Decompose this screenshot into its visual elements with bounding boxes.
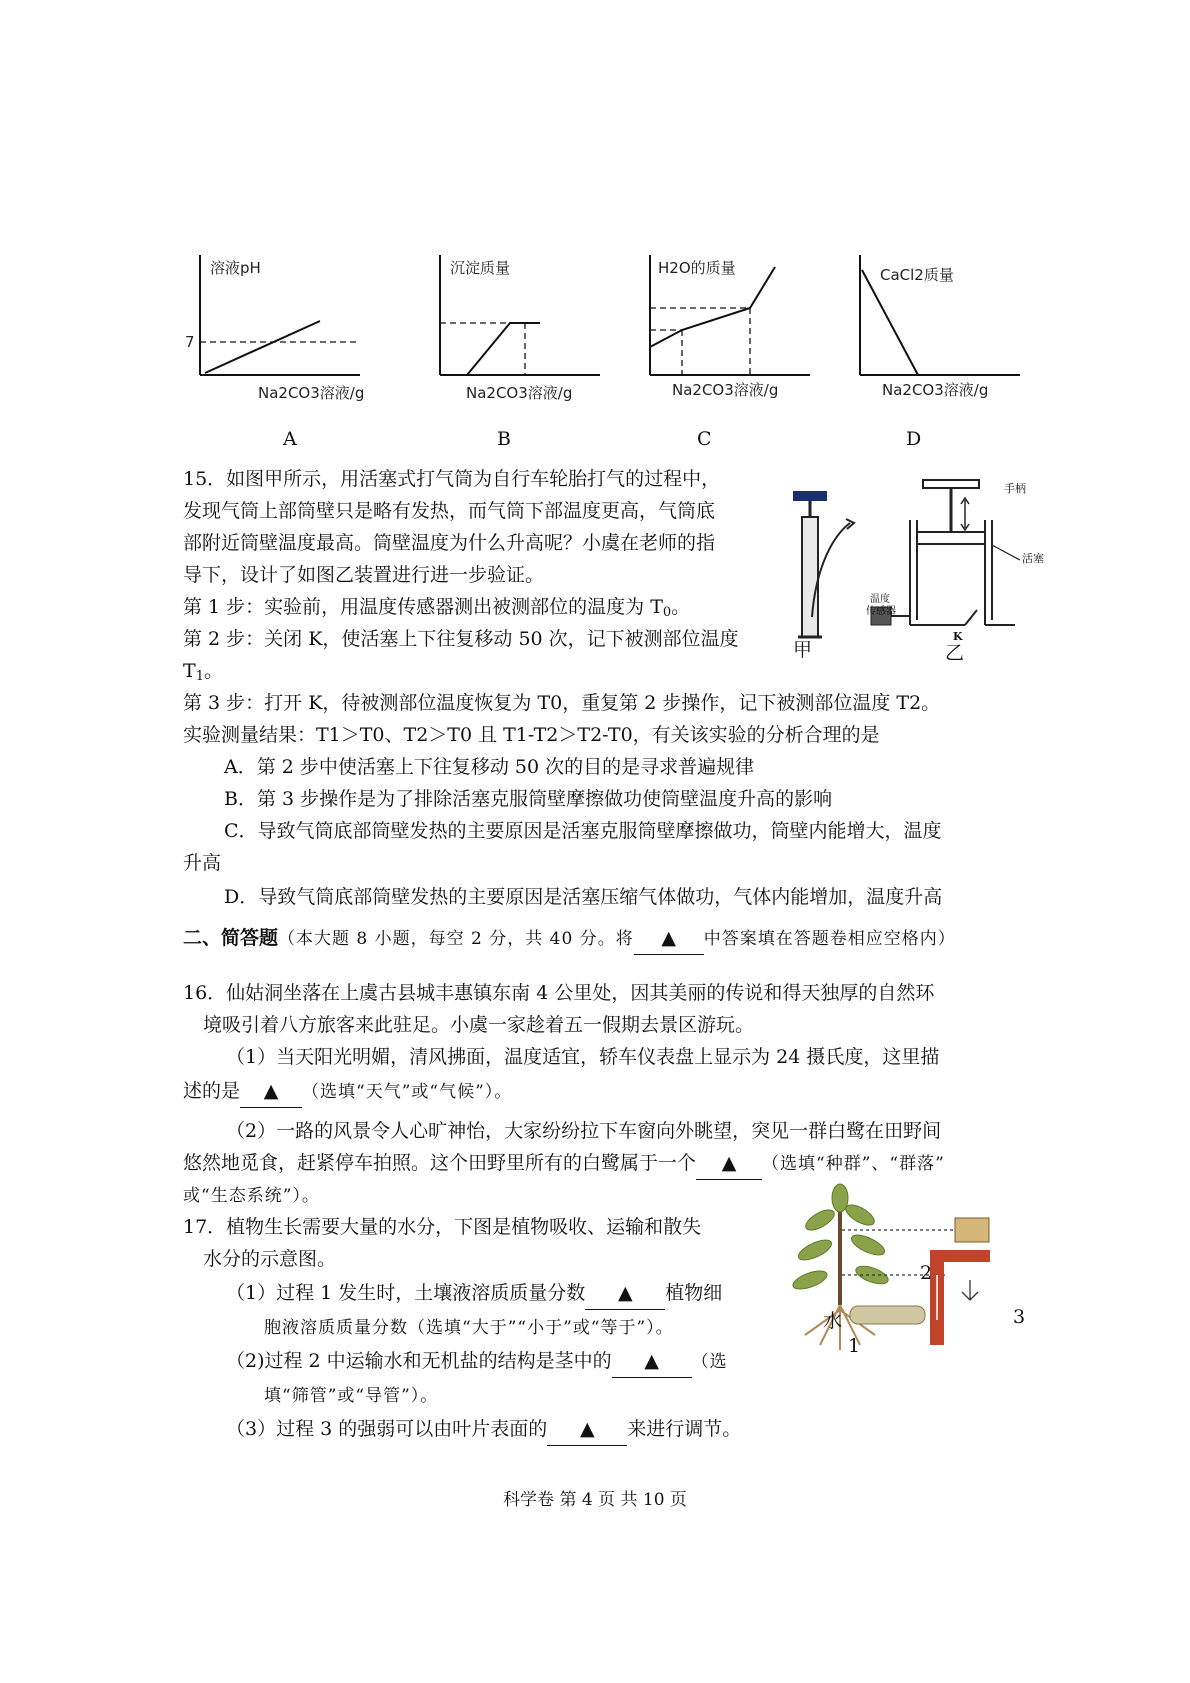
q15-option-d: D．导致气筒底部筒壁发热的主要原因是活塞压缩气体做功，气体内能增加，温度升高	[224, 886, 943, 908]
plant-leaf-cells	[955, 1218, 989, 1242]
pump-barrel	[802, 517, 818, 637]
q17-answer-blank-1[interactable]: ▲	[585, 1277, 665, 1310]
graph-c	[640, 255, 820, 405]
graph-b-ylabel: 沉淀质量	[450, 259, 511, 277]
setup-valve-k	[965, 610, 977, 625]
q16-line-1: 16．仙姑洞坐落在上虞古县城丰惠镇东南 4 公里处，因其美丽的传说和得天独厚的自然环	[183, 982, 935, 1004]
graph-d-ylabel: CaCl2质量	[880, 266, 954, 284]
label-sensor-2: 传感器	[866, 606, 896, 617]
graph-a-tick: 7	[185, 333, 195, 351]
graph-b	[430, 255, 610, 405]
setup-piston	[917, 532, 985, 544]
graph-b-letter: B	[497, 428, 511, 450]
label-piston: 活塞	[1022, 552, 1044, 565]
graph-a-letter: A	[283, 428, 297, 450]
q17-part-3: （3）过程 3 的强弱可以由叶片表面的 ▲ 来进行调节。	[226, 1413, 741, 1446]
label-sensor-1: 温度	[870, 594, 890, 605]
graph-d-letter: D	[906, 428, 922, 450]
pump-figure-jia	[790, 485, 860, 660]
q16-part-2b: 悠然地觅食，赶紧停车拍照。这个田野里所有的白鹭属于一个 ▲ （选填“种群”、“群落”	[183, 1147, 945, 1180]
graph-b-series-line	[467, 323, 540, 375]
fig-yi-label: 乙	[945, 642, 965, 664]
graph-d-xlabel: Na2CO3溶液/g	[882, 381, 989, 399]
graph-d-series-line	[862, 270, 918, 375]
graph-a-ylabel: 溶液pH	[210, 259, 261, 277]
q15-line-4: 导下，设计了如图乙装置进行进一步验证。	[183, 564, 545, 586]
label-valve-k: K	[953, 630, 963, 643]
q16-answer-blank-2[interactable]: ▲	[696, 1147, 762, 1180]
q15-line-1: 15．如图甲所示，用活塞式打气筒为自行车轮胎打气的过程中，	[183, 468, 721, 490]
q15-step-3: 第 3 步：打开 K，待被测部位温度恢复为 T0，重复第 2 步操作，记下被测部位温度 T2。	[183, 692, 941, 714]
fig-water-label: 水	[823, 1310, 843, 1332]
q16-part-2a: （2）一路的风景令人心旷神怡，大家纷纷拉下车窗向外眺望，突见一群白鹭在田野间	[226, 1120, 942, 1142]
fig-process-1: 1	[848, 1335, 861, 1357]
fig-jia-label: 甲	[793, 639, 813, 661]
setup-handle	[923, 480, 979, 488]
q15-line-2: 发现气筒上部筒壁只是略有发热，而气筒下部温度更高，气筒底	[183, 500, 716, 522]
page-footer: 科学卷 第 4 页 共 10 页	[503, 1490, 687, 1510]
q17-part-1a: （1）过程 1 发生时，土壤液溶质质量分数 ▲ 植物细	[226, 1277, 722, 1310]
q15-option-c-cont: 升高	[183, 852, 222, 874]
graph-c-letter: C	[697, 428, 712, 450]
q17-part-1c: 胞液溶质质量分数（选填“大于”“小于”或“等于”）。	[264, 1318, 674, 1338]
fig-process-3: 3	[1013, 1306, 1026, 1328]
q17-line-2: 水分的示意图。	[203, 1248, 337, 1270]
q15-step-2: 第 2 步：关闭 K，使活塞上下往复移动 50 次，记下被测部位温度	[183, 628, 739, 650]
q17-part-2c: 填“筛管”或“导管”）。	[264, 1386, 439, 1406]
transpiration-arrow	[962, 1280, 978, 1300]
q16-line-2: 境吸引着八方旅客来此驻足。小虞一家趁着五一假期去景区游玩。	[203, 1014, 755, 1036]
q15-line-3: 部附近筒壁温度最高。筒壁温度为什么升高呢？小虞在老师的指	[183, 532, 716, 554]
graph-a-series-line	[205, 321, 320, 373]
graph-b-xlabel: Na2CO3溶液/g	[466, 384, 573, 402]
graph-c-xlabel: Na2CO3溶液/g	[672, 381, 779, 399]
pump-handle	[793, 491, 827, 501]
graph-a	[185, 255, 370, 405]
q15-step-1: 第 1 步：实验前，用温度传感器测出被测部位的温度为 $T_0$。	[183, 596, 691, 620]
q16-part-1a: （1）当天阳光明媚，清风拂面，温度适宜，轿车仪表盘上显示为 24 摄氏度，这里描	[226, 1046, 940, 1068]
q17-answer-blank-2[interactable]: ▲	[612, 1345, 692, 1378]
q17-answer-blank-3[interactable]: ▲	[547, 1413, 627, 1446]
q17-line-1: 17．植物生长需要大量的水分，下图是植物吸收、运输和散失	[183, 1216, 702, 1238]
q15-option-a: A．第 2 步中使活塞上下往复移动 50 次的目的是寻求普遍规律	[224, 756, 755, 778]
graph-c-ylabel: H2O的质量	[658, 259, 736, 277]
q16-part-1b: 述的是 ▲ （选填“天气”或“气候”）。	[183, 1075, 512, 1108]
graph-d	[850, 255, 1030, 405]
q15-result: 实验测量结果：T1＞T0、T2＞T0 且 T1-T2＞T2-T0，有关该实验的分析合理的是	[183, 724, 880, 746]
plant-root-hair	[850, 1306, 925, 1324]
graph-c-series-line	[650, 267, 775, 347]
q16-answer-blank-1[interactable]: ▲	[240, 1075, 302, 1108]
section-2-heading: 二、简答题（本大题 8 小题，每空 2 分，共 40 分。将 ▲ 中答案填在答题卷相应空格内）	[183, 922, 956, 955]
q15-step-2b: $T_1$。	[183, 660, 223, 684]
label-handle: 手柄	[1004, 482, 1026, 495]
fig-process-2: 2	[920, 1262, 933, 1284]
q16-part-2d: 或“生态系统”）。	[183, 1186, 320, 1206]
q15-option-b: B．第 3 步操作是为了排除活塞克服筒壁摩擦做功使筒壁温度升高的影响	[224, 788, 833, 810]
plant-water-figure	[780, 1180, 1040, 1355]
q15-option-c: C．导致气筒底部筒壁发热的主要原因是活塞克服筒壁摩擦做功，筒壁内能增大，温度	[224, 820, 942, 842]
graph-a-xlabel: Na2CO3溶液/g	[258, 384, 365, 402]
q17-part-2a: （2)过程 2 中运输水和无机盐的结构是茎中的 ▲ （选	[226, 1345, 728, 1378]
